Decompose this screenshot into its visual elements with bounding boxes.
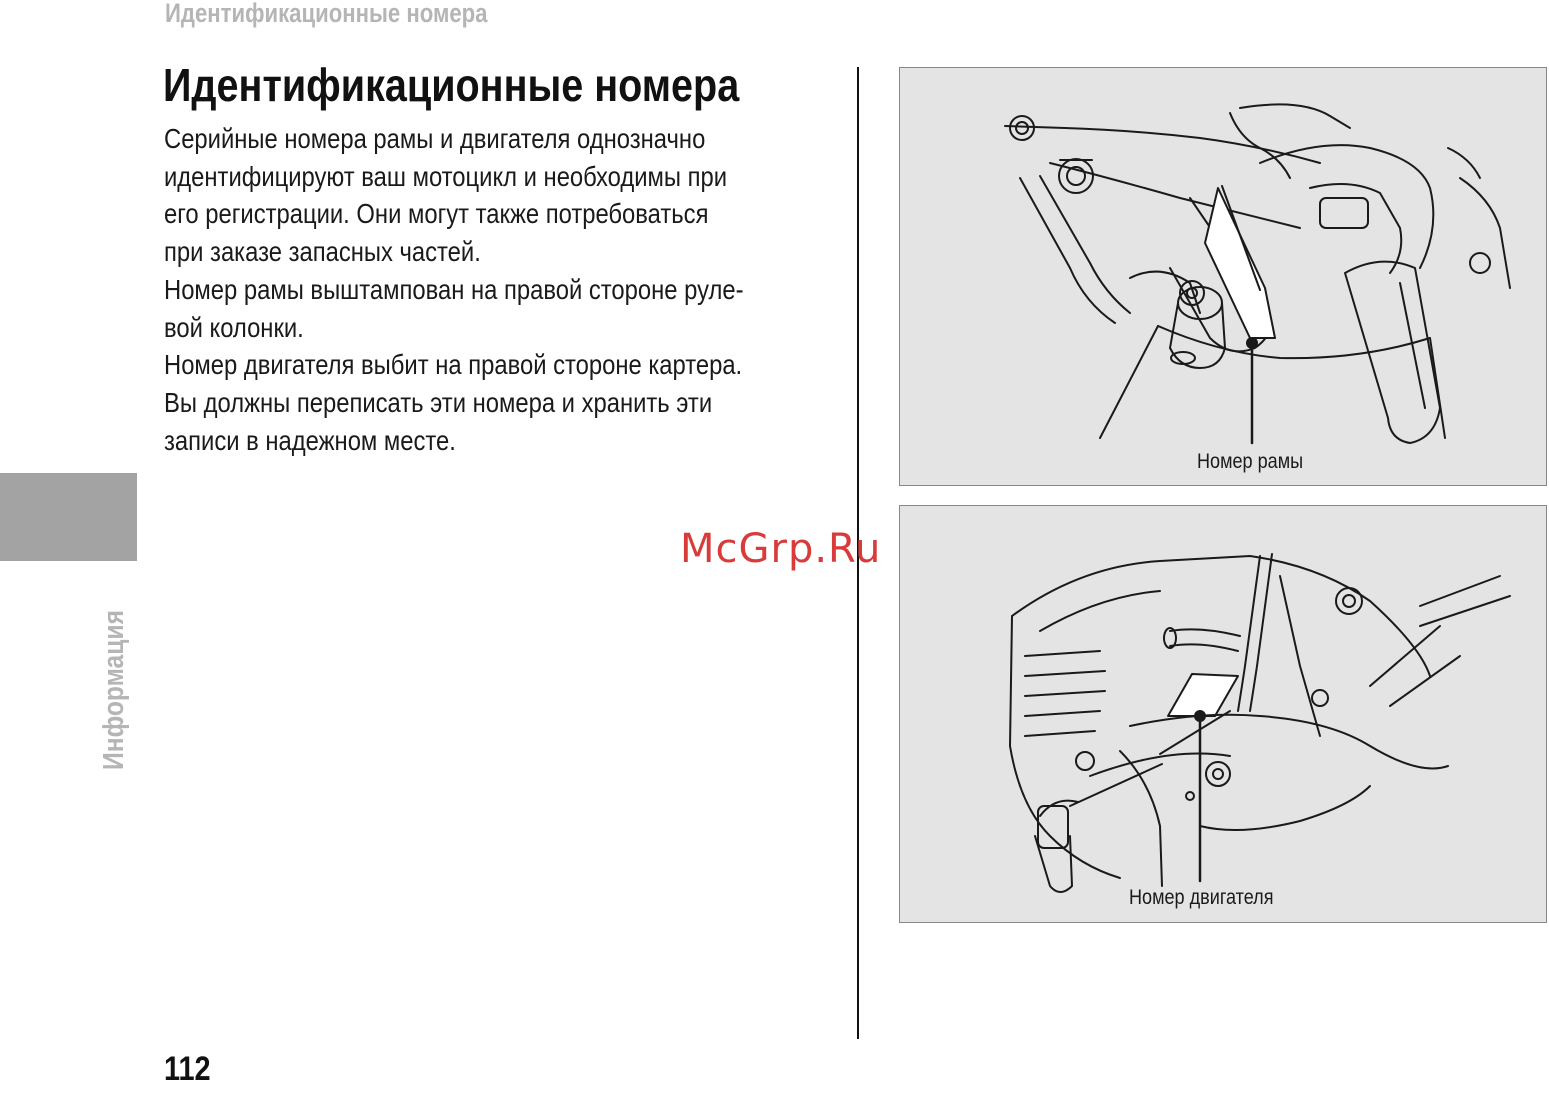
body-line: Вы должны переписать эти номера и хранить эти (164, 386, 713, 418)
frame-illustration (900, 68, 1548, 487)
body-line: Серийные номера рамы и двигателя однозначно (164, 123, 706, 154)
engine-number-caption: Номер двигателя (1129, 886, 1274, 909)
watermark: McGrp.Ru (680, 526, 882, 572)
engine-number-figure (899, 505, 1547, 923)
body-line: записи в надежном месте. (164, 424, 456, 456)
body-text (164, 120, 810, 459)
body-line: вой колонки. (164, 311, 304, 343)
engine-illustration (900, 506, 1548, 924)
frame-number-caption: Номер рамы (1197, 450, 1304, 473)
body-line: идентифицируют ваш мотоцикл и необходимы при (164, 160, 728, 192)
frame-number-figure (899, 67, 1547, 486)
body-line: его регистрации. Они могут также потребоваться (164, 198, 709, 230)
running-head: Идентификационные номера (165, 0, 488, 28)
page-number: 112 (164, 1050, 211, 1088)
body-line: Номер рамы выштампован на правой стороне руле- (164, 273, 744, 305)
body-line: при заказе запасных частей. (164, 236, 481, 268)
section-tab (0, 473, 137, 561)
body-line: Номер двигателя выбит на правой стороне картера. (164, 349, 743, 381)
section-tab-label: Информация (98, 610, 130, 770)
page-title: Идентификационные номера (163, 59, 740, 111)
